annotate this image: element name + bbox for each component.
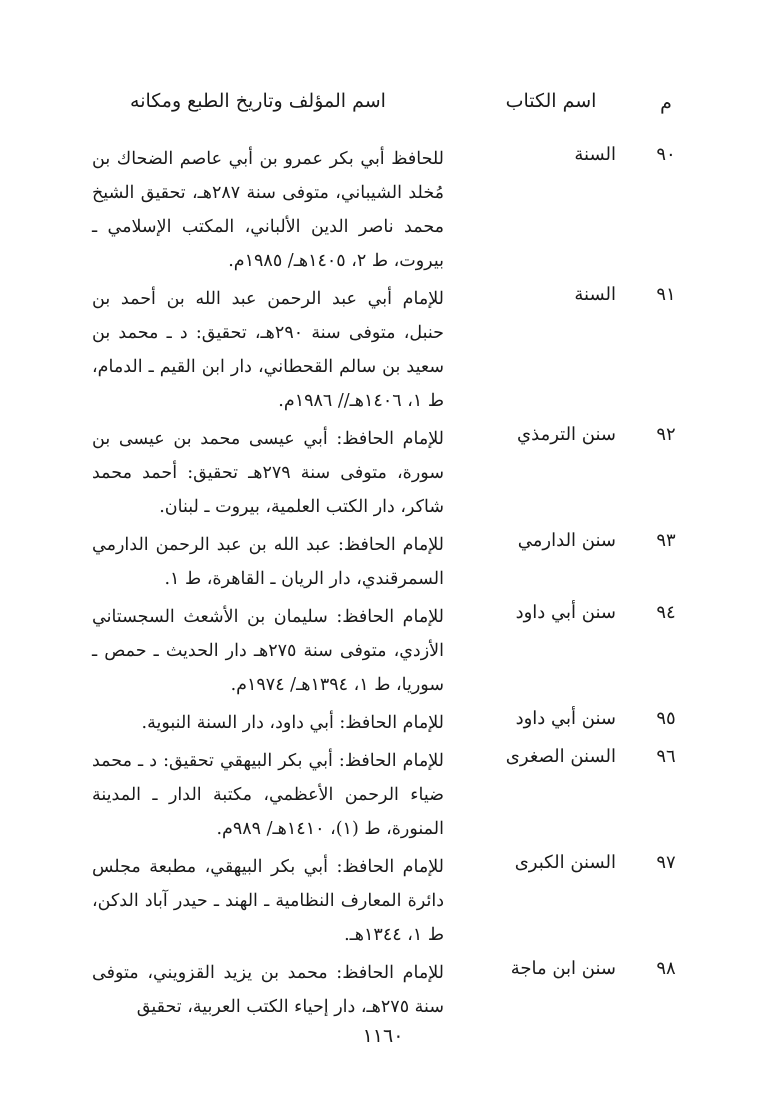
entry-author-details: للإمام الحافظ: أبي بكر البيهقي، مطبعة مجلس دائرة المعارف النظامية ـ الهند ـ حيدر آباد الدكن، ط ١، ١٣٤٤هـ. (92, 857, 444, 945)
bibliography-entry (0, 704, 766, 740)
entry-number: ٩٢ (656, 424, 676, 445)
entry-book-title: سنن أبي داود (515, 708, 616, 729)
bibliography-entry (0, 140, 766, 278)
entry-book-title: سنن أبي داود (515, 602, 616, 623)
entry-number: ٩٣ (656, 530, 676, 551)
entry-author-details: للإمام الحافظ: محمد بن يزيد القزويني، متوفى سنة ٢٧٥هـ، دار إحياء الكتب العربية، تحقيق (92, 963, 444, 1017)
entry-author-details: للحافظ أبي بكر عمرو بن أبي عاصم الضحاك بن مُخلد الشيباني، متوفى سنة ٢٨٧هـ، تحقيق الشيخ محمد ناصر الدين الألباني، المكتب الإسلامي ـ بيروت، ط ٢، ١٤٠٥هـ/ ١٩٨٥م. (92, 149, 444, 271)
entry-author-details: للإمام أبي عبد الرحمن عبد الله بن أحمد بن حنبل، متوفى سنة ٢٩٠هـ، تحقيق: د ـ محمد بن سعيد بن سالم القحطاني، دار ابن القيم ـ الدمام، ط ١، ١٤٠٦هـ// ١٩٨٦م. (92, 289, 444, 411)
header-number-column: م (660, 92, 672, 114)
bibliography-entry (0, 848, 766, 952)
bibliography-list (0, 140, 766, 1026)
entry-author-details: للإمام الحافظ: أبي عيسى محمد بن عيسى بن سورة، متوفى سنة ٢٧٩هـ تحقيق: أحمد محمد شاكر، دار الكتب العلمية، بيروت ـ لبنان. (92, 429, 444, 517)
entry-number: ٩٠ (656, 144, 676, 165)
bibliography-entry (0, 954, 766, 1024)
bibliography-entry (0, 598, 766, 702)
bibliography-entry (0, 742, 766, 846)
entry-book-title: السنن الصغرى (505, 746, 616, 767)
entry-book-title: السنة (574, 284, 616, 305)
entry-author-details: للإمام الحافظ: أبي بكر البيهقي تحقيق: د ـ محمد ضياء الرحمن الأعظمي، مكتبة الدار ـ المدينة المنورة، ط (١)، ١٤١٠هـ/ ٩٨٩م. (92, 751, 444, 839)
header-author-column: اسم المؤلف وتاريخ الطبع ومكانه (130, 90, 386, 112)
entry-number: ٩١ (656, 284, 676, 305)
header-book-title-column: اسم الكتاب (505, 90, 597, 112)
entry-book-title: سنن الترمذي (517, 424, 616, 445)
entry-author-details: للإمام الحافظ: عبد الله بن عبد الرحمن الدارمي السمرقندي، دار الريان ـ القاهرة، ط ١. (92, 535, 444, 589)
entry-book-title: سنن الدارمي (517, 530, 616, 551)
entry-number: ٩٥ (656, 708, 676, 729)
bibliography-entry (0, 280, 766, 418)
entry-author-details: للإمام الحافظ: سليمان بن الأشعث السجستاني الأزدي، متوفى سنة ٢٧٥هـ دار الحديث ـ حمص ـ سوريا، ط ١، ١٣٩٤هـ/ ١٩٧٤م. (92, 607, 445, 695)
entry-author-details: للإمام الحافظ: أبي داود، دار السنة النبوية. (141, 713, 444, 733)
entry-number: ٩٦ (656, 746, 676, 767)
bibliography-entry (0, 526, 766, 596)
page-number: ١١٦٠ (362, 1025, 404, 1047)
entry-number: ٩٤ (656, 602, 676, 623)
bibliography-entry (0, 420, 766, 524)
entry-book-title: سنن ابن ماجة (510, 958, 616, 979)
entry-book-title: السنن الكبرى (514, 852, 616, 873)
table-header (0, 90, 766, 120)
entry-number: ٩٨ (656, 958, 676, 979)
entry-book-title: السنة (574, 144, 616, 165)
entry-number: ٩٧ (656, 852, 676, 873)
